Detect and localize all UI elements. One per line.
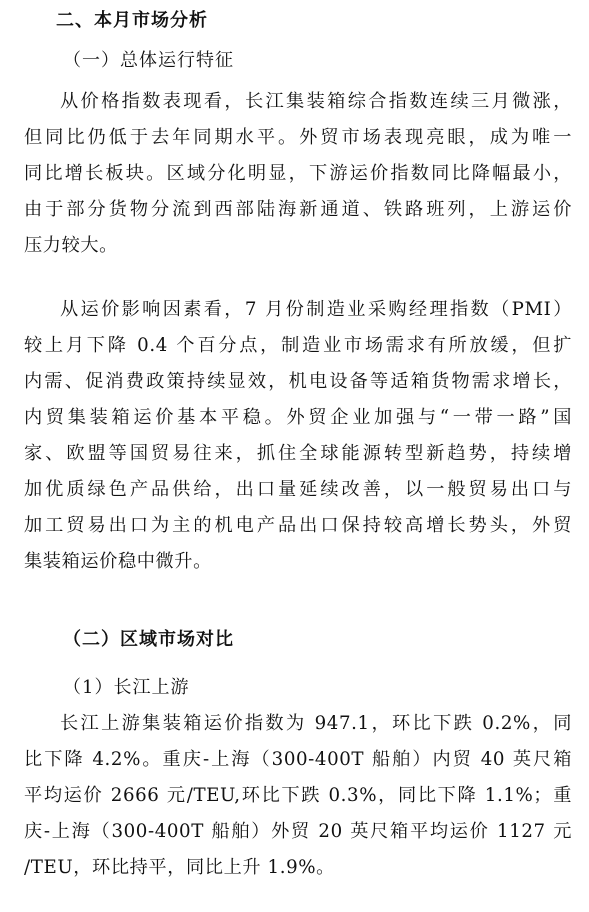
item-heading-upper-yangtze: （1）长江上游 (63, 677, 190, 698)
paragraph-line: 从价格指数表现看，长江集装箱综合指数连续三月微涨， (60, 91, 572, 112)
subsection-heading-regional: （二）区域市场对比 (63, 629, 234, 650)
subsection-heading-overall: （一）总体运行特征 (63, 50, 234, 71)
paragraph-line: 从运价影响因素看，7 月份制造业采购经理指数（PMI） (60, 299, 572, 320)
paragraph-line: 加工贸易出口为主的机电产品出口保持较高增长势头，外贸 (24, 515, 572, 536)
paragraph-line: 家、欧盟等国贸易往来，抓住全球能源转型新趋势，持续增 (24, 443, 572, 464)
paragraph-line: 压力较大。 (24, 235, 118, 256)
paragraph-line: 较上月下降 0.4 个百分点，制造业市场需求有所放缓，但扩 (24, 335, 572, 356)
paragraph-line: 平均运价 2666 元/TEU,环比下跌 0.3%，同比下降 1.1%；重 (24, 785, 572, 806)
paragraph-line: 长江上游集装箱运价指数为 947.1，环比下跌 0.2%，同 (60, 713, 572, 734)
section-heading: 二、本月市场分析 (56, 10, 208, 31)
paragraph-line: 同比增长板块。区域分化明显，下游运价指数同比降幅最小， (24, 163, 572, 184)
paragraph-freight-factors (24, 292, 572, 580)
paragraph-line: 比下降 4.2%。重庆-上海（300-400T 船舶）内贸 40 英尺箱 (24, 749, 572, 770)
paragraph-line: 由于部分货物分流到西部陆海新通道、铁路班列，上游运价 (24, 199, 572, 220)
paragraph-line: 内贸集装箱运价基本平稳。外贸企业加强与“一带一路”国 (24, 407, 572, 428)
paragraph-price-index (24, 84, 572, 264)
paragraph-line: 加优质绿色产品供给，出口量延续改善，以一般贸易出口与 (24, 479, 572, 500)
paragraph-line: 但同比仍低于去年同期水平。外贸市场表现亮眼，成为唯一 (24, 127, 572, 148)
paragraph-upper-yangtze (24, 706, 572, 886)
paragraph-line: 集装箱运价稳中微升。 (24, 551, 212, 572)
paragraph-line: /TEU，环比持平，同比上升 1.9%。 (24, 857, 335, 878)
paragraph-line: 内需、促消费政策持续显效，机电设备等适箱货物需求增长， (24, 371, 572, 392)
paragraph-line: 庆-上海（300-400T 船舶）外贸 20 英尺箱平均运价 1127 元 (24, 821, 572, 842)
